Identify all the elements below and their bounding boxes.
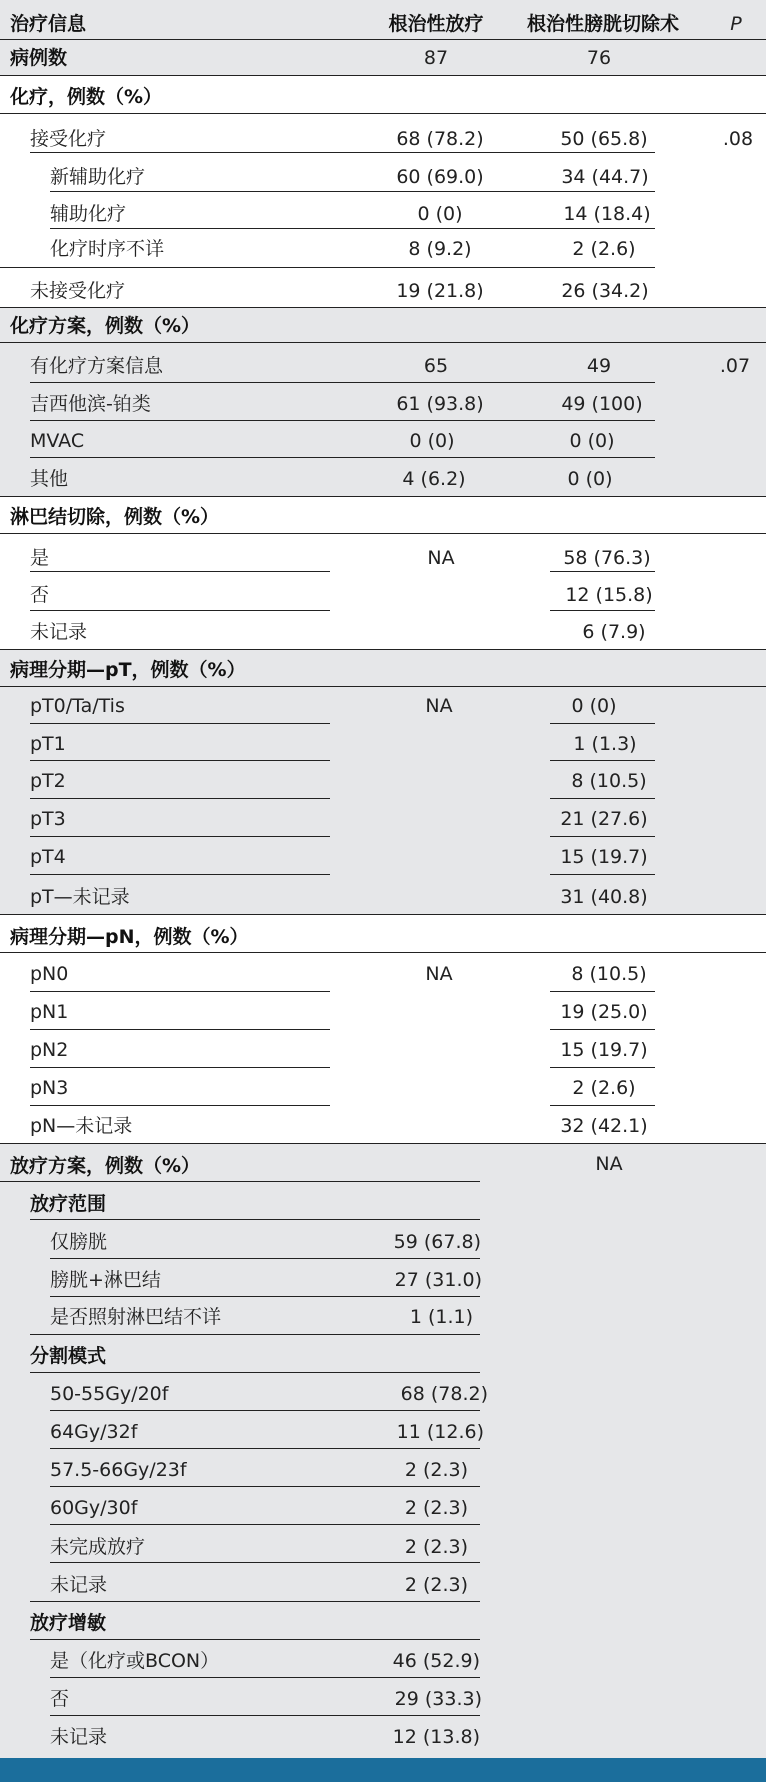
pn-row-divider-right — [550, 991, 655, 992]
chemo-not-received-rt: 19 (21.8) — [396, 280, 484, 302]
pt-title-divider — [0, 686, 766, 687]
rtplan-fraction-row-rt: 2 (2.3) — [404, 1459, 468, 1481]
chemo-unknown-timing-rc: 2 (2.6) — [572, 238, 636, 260]
rtplan-scope-row-label: 是否照射淋巴结不详 — [50, 1306, 222, 1328]
lymph-na: NA — [427, 547, 455, 569]
pt-row-rc: 8 (10.5) — [571, 770, 647, 792]
rtplan-scope-row-rt: 27 (31.0) — [394, 1269, 482, 1291]
pn-section-divider — [0, 1143, 766, 1144]
regimen-info-label: 有化疗方案信息 — [30, 355, 164, 377]
regimen-gem-divider — [30, 420, 655, 421]
rtplan-fraction-row-divider — [50, 1486, 480, 1487]
pn-row-divider — [30, 991, 330, 992]
rtplan-fraction-row-rt: 2 (2.3) — [404, 1536, 468, 1558]
pn-row-divider-right — [550, 1105, 655, 1106]
pn-title: 病理分期—pN，例数（%） — [10, 926, 249, 948]
pn-row-divider-right — [550, 1029, 655, 1030]
rtplan-fraction-row-rt: 2 (2.3) — [404, 1497, 468, 1519]
pt-row-rc: 1 (1.3) — [573, 733, 637, 755]
pn-row-divider — [30, 1105, 330, 1106]
regimen-gem-rc: 49 (100) — [561, 393, 643, 415]
regimen-title: 化疗方案，例数（%） — [10, 315, 201, 337]
pt-row-divider — [30, 760, 330, 761]
regimen-other-rt: 4 (6.2) — [402, 468, 466, 490]
rtplan-fraction-row-label: 57.5-66Gy/23f — [50, 1459, 187, 1481]
rtplan-fraction-row-label: 60Gy/30f — [50, 1497, 138, 1519]
pt-row-divider — [30, 798, 330, 799]
rtplan-scope-title: 放疗范围 — [30, 1193, 107, 1215]
rtplan-sensitize-row-divider — [50, 1715, 480, 1716]
pn-row-label: pN2 — [30, 1039, 69, 1061]
regimen-info-rt: 65 — [423, 355, 449, 377]
rtplan-scope-row-label: 仅膀胱 — [50, 1231, 108, 1253]
regimen-other-label: 其他 — [30, 468, 69, 490]
cases-rc: 76 — [586, 47, 612, 69]
regimen-info-divider — [30, 382, 655, 383]
regimen-gem-rt: 61 (93.8) — [396, 393, 484, 415]
rtplan-fraction-divider — [30, 1601, 480, 1602]
pt-title: 病理分期—pT，例数（%） — [10, 659, 246, 681]
pt-row-divider — [30, 723, 330, 724]
pt-na: NA — [425, 695, 453, 717]
regimen-mvac-rt: 0 (0) — [409, 430, 455, 452]
cases-rt: 87 — [423, 47, 449, 69]
pn-title-divider — [0, 952, 766, 953]
pn-row-label: pN3 — [30, 1077, 69, 1099]
pt-row-label: pT4 — [30, 846, 66, 868]
chemo-adjuvant-rt: 0 (0) — [417, 203, 463, 225]
rtplan-scope-row-divider — [50, 1258, 480, 1259]
chemo-neoadjuvant-label: 新辅助化疗 — [50, 166, 146, 188]
rtplan-na: NA — [595, 1153, 623, 1175]
chemo-not-received-rc: 26 (34.2) — [561, 280, 649, 302]
pn-row-rc: 15 (19.7) — [560, 1039, 648, 1061]
chemo-adjuvant-divider — [50, 228, 655, 229]
chemo-section-divider — [0, 307, 766, 308]
rtplan-fraction-row-label: 未完成放疗 — [50, 1536, 146, 1558]
rtplan-title: 放疗方案，例数（%） — [10, 1155, 201, 1177]
pn-row-divider-right — [550, 1067, 655, 1068]
pt-row-label: pT1 — [30, 733, 66, 755]
rtplan-scope-row-rt: 1 (1.1) — [409, 1306, 473, 1328]
chemo-neoadjuvant-rt: 60 (69.0) — [396, 166, 484, 188]
rtplan-fraction-title: 分割模式 — [30, 1345, 107, 1367]
regimen-title-divider — [0, 342, 766, 343]
pn-row-label: pN1 — [30, 1001, 69, 1023]
pt-row-divider — [30, 836, 330, 837]
rtplan-scope-row-divider — [50, 1296, 480, 1297]
chemo-title: 化疗，例数（%） — [10, 86, 163, 108]
lymph-unrecorded-label: 未记录 — [30, 621, 88, 643]
rtplan-sensitize-row-divider — [50, 1677, 480, 1678]
rtplan-fraction-row-label: 64Gy/32f — [50, 1421, 138, 1443]
lymph-no-rc: 12 (15.8) — [565, 584, 653, 606]
rtplan-fraction-row-divider — [50, 1562, 480, 1563]
footer-bar — [0, 1758, 766, 1782]
pt-row-rc: 15 (19.7) — [560, 846, 648, 868]
lymph-yes-label: 是 — [30, 547, 50, 569]
chemo-title-divider — [0, 113, 766, 114]
regimen-mvac-label: MVAC — [30, 430, 85, 452]
lymph-no-label: 否 — [30, 584, 50, 606]
rtplan-sensitize-row-rt: 29 (33.3) — [394, 1688, 482, 1710]
pt-row-divider-right — [550, 798, 655, 799]
pn-row-divider — [30, 1029, 330, 1030]
rtplan-fraction-row-rt: 11 (12.6) — [396, 1421, 484, 1443]
regimen-other-rc: 0 (0) — [567, 468, 613, 490]
chemo-unknown-timing-rt: 8 (9.2) — [408, 238, 472, 260]
rtplan-fraction-row-divider — [50, 1448, 480, 1449]
lymph-unrecorded-rc: 6 (7.9) — [582, 621, 646, 643]
rtplan-sensitize-row-label: 是（化疗或BCON） — [50, 1650, 220, 1672]
chemo-adjuvant-rc: 14 (18.4) — [563, 203, 651, 225]
pt-row-rc: 0 (0) — [571, 695, 617, 717]
rtplan-sensitize-row-label: 未记录 — [50, 1726, 108, 1748]
pt-row-rc: 31 (40.8) — [560, 886, 648, 908]
pt-row-rc: 21 (27.6) — [560, 808, 648, 830]
pn-row-rc: 8 (10.5) — [571, 963, 647, 985]
pt-row-divider-right — [550, 874, 655, 875]
cases-label: 病例数 — [10, 47, 68, 69]
chemo-unknown-timing-label: 化疗时序不详 — [50, 238, 165, 260]
header-treatment-info: 治疗信息 — [10, 13, 87, 35]
pn-row-divider — [30, 1067, 330, 1068]
pt-row-label: pT0/Ta/Tis — [30, 695, 125, 717]
rtplan-scope-row-rt: 59 (67.8) — [393, 1231, 481, 1253]
pn-row-rc: 19 (25.0) — [560, 1001, 648, 1023]
pt-row-divider — [30, 874, 330, 875]
chemo-received-label: 接受化疗 — [30, 128, 107, 150]
regimen-mvac-divider — [30, 457, 655, 458]
chemo-received-divider — [30, 152, 655, 153]
pn-row-rc: 32 (42.1) — [560, 1115, 648, 1137]
regimen-info-rc: 49 — [586, 355, 612, 377]
regimen-mvac-rc: 0 (0) — [569, 430, 615, 452]
rtplan-fraction-row-rt: 68 (78.2) — [400, 1383, 488, 1405]
rtplan-title-divider — [0, 1181, 480, 1182]
regimen-section-divider — [0, 496, 766, 497]
lymph-no-divider-left — [30, 610, 330, 611]
pt-row-divider-right — [550, 836, 655, 837]
pt-row-label: pT2 — [30, 770, 66, 792]
lymph-yes-divider-right — [550, 571, 655, 572]
rtplan-scope-title-divider — [30, 1219, 480, 1220]
pt-row-label: pT3 — [30, 808, 66, 830]
header-divider — [0, 39, 766, 40]
rtplan-scope-row-label: 膀胱+淋巴结 — [50, 1269, 161, 1291]
rtplan-fraction-row-divider — [50, 1410, 480, 1411]
pn-row-rc: 2 (2.6) — [572, 1077, 636, 1099]
header-p-value: P — [730, 13, 742, 35]
chemo-unknown-timing-divider — [0, 267, 655, 268]
header-radiotherapy: 根治性放疗 — [388, 13, 484, 35]
chemo-adjuvant-label: 辅助化疗 — [50, 203, 127, 225]
pt-row-label: pT—未记录 — [30, 886, 130, 908]
rtplan-sensitize-row-label: 否 — [50, 1688, 70, 1710]
chemo-received-rc: 50 (65.8) — [560, 128, 648, 150]
lymph-yes-divider-left — [30, 571, 330, 572]
rtplan-fraction-row-divider — [50, 1524, 480, 1525]
chemo-received-rt: 68 (78.2) — [396, 128, 484, 150]
rtplan-sensitize-row-rt: 12 (13.8) — [392, 1726, 480, 1748]
pn-na: NA — [425, 963, 453, 985]
regimen-info-p: .07 — [719, 355, 751, 377]
rtplan-scope-divider — [30, 1334, 480, 1335]
rtplan-sensitize-row-rt: 46 (52.9) — [392, 1650, 480, 1672]
header-cystectomy: 根治性膀胱切除术 — [526, 13, 680, 35]
pt-row-divider-right — [550, 723, 655, 724]
lymph-section-divider — [0, 649, 766, 650]
rtplan-fraction-row-rt: 2 (2.3) — [404, 1574, 468, 1596]
rtplan-fraction-row-label: 50-55Gy/20f — [50, 1383, 169, 1405]
pn-row-label: pN—未记录 — [30, 1115, 133, 1137]
regimen-gem-label: 吉西他滨-铂类 — [30, 393, 151, 415]
chemo-received-p: .08 — [722, 128, 754, 150]
lymph-yes-rc: 58 (76.3) — [563, 547, 651, 569]
lymph-title: 淋巴结切除，例数（%） — [10, 506, 220, 528]
pn-row-label: pN0 — [30, 963, 69, 985]
lymph-no-divider-right — [550, 610, 655, 611]
chemo-neoadjuvant-divider — [50, 191, 655, 192]
pt-section-divider — [0, 914, 766, 915]
pt-row-divider-right — [550, 760, 655, 761]
cases-divider — [0, 75, 766, 76]
chemo-not-received-label: 未接受化疗 — [30, 280, 126, 302]
chemo-neoadjuvant-rc: 34 (44.7) — [561, 166, 649, 188]
rtplan-fraction-row-label: 未记录 — [50, 1574, 108, 1596]
lymph-title-divider — [0, 533, 766, 534]
rtplan-sensitize-title: 放疗增敏 — [30, 1612, 107, 1634]
rtplan-fraction-title-divider — [30, 1372, 480, 1373]
rtplan-sensitize-title-divider — [30, 1639, 480, 1640]
